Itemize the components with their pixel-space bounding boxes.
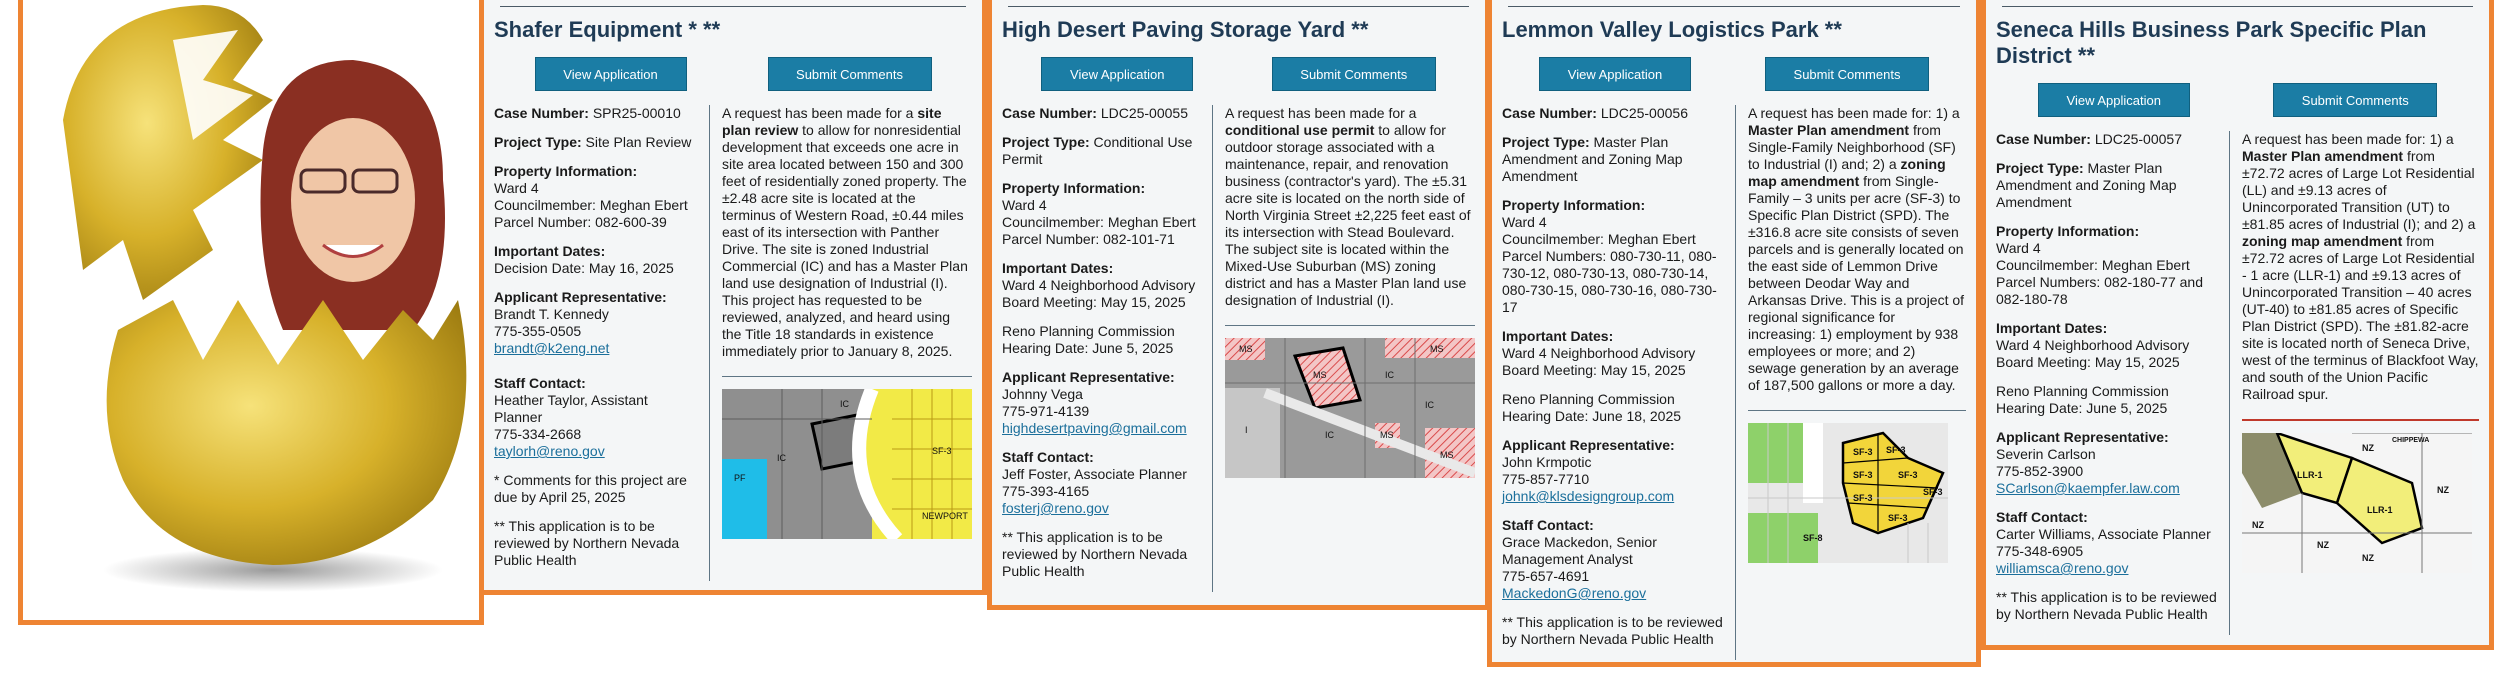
- divider: [1008, 6, 1469, 7]
- councilmember: Councilmember: Meghan Ebert: [1002, 214, 1196, 230]
- submit-comments-button[interactable]: Submit Comments: [1272, 57, 1436, 91]
- important-dates-label: Important Dates:: [494, 243, 606, 259]
- map-label: IC: [1385, 370, 1394, 380]
- decision-date: Decision Date: May 16, 2025: [494, 260, 674, 276]
- view-application-button[interactable]: View Application: [2038, 83, 2190, 117]
- submit-comments-button[interactable]: Submit Comments: [768, 57, 932, 91]
- councilmember: Councilmember: Meghan Ebert: [494, 197, 688, 213]
- applicant-name: Severin Carlson: [1996, 446, 2096, 462]
- hearing-date: Reno Planning Commission Hearing Date: June 5, 2025: [1996, 383, 2169, 416]
- staff-name: Carter Williams, Associate Planner: [1996, 526, 2211, 542]
- map-label: SF-3: [932, 446, 952, 456]
- divider: [1748, 410, 1966, 411]
- project-type-label: Project Type:: [1002, 134, 1090, 150]
- map-label: MS: [1239, 344, 1253, 354]
- important-dates-label: Important Dates:: [1996, 320, 2108, 336]
- applicant-email-link[interactable]: SCarlson@kaempfer.law.com: [1996, 480, 2180, 496]
- project-card-lemmon-valley: [1487, 0, 1981, 667]
- map-label: SF-3: [1853, 447, 1873, 457]
- project-type: Site Plan Review: [585, 134, 692, 150]
- project-type-label: Project Type:: [1502, 134, 1590, 150]
- desc-text: to allow for nonresidential development that exceeds one acre in site area located between 150 and 300 feet of residentially zoned property. The ±2.48 acre site is located at the terminus of Western Road, ±0.44 miles east of its intersection with Panther Drive. The site is zoned Industrial Commercial (IC) and has a Master Plan land use designation of Industrial (I). This project has requested to be reviewed, analyzed, and heard using the Title 18 standards in existence immediately prior to January 8, 2025.: [722, 122, 968, 359]
- hearing-date: Reno Planning Commission Hearing Date: June 18, 2025: [1502, 391, 1682, 424]
- health-review-note: ** This application is to be reviewed by Northern Nevada Public Health: [1502, 614, 1723, 647]
- project-description: [1225, 105, 1475, 309]
- map-label: LLR-1: [2297, 470, 2323, 480]
- ward: Ward 4: [1002, 197, 1047, 213]
- property-info-label: Property Information:: [1002, 180, 1146, 196]
- map-label: I: [1245, 425, 1248, 435]
- applicant-label: Applicant Representative:: [1502, 437, 1675, 453]
- desc-text: from Single-Family – 3 units per acre (SF-3) to Specific Plan District (SPD). The ±316.8 acre site consists of seven parcels and is generally located on the east side of Lemmon Drive between Deodar Way and Arkansas Drive. This is a project of regional significance for increasing: 1) employment by 938 employees or more; and 2) sewage generation by an average of 187,500 gallons or more a day.: [1748, 173, 1965, 393]
- divider: [1508, 6, 1960, 7]
- staff-name: Jeff Foster, Associate Planner: [1002, 466, 1187, 482]
- important-dates-label: Important Dates:: [1502, 328, 1614, 344]
- applicant-name: John Krmpotic: [1502, 454, 1592, 470]
- desc-bold: Master Plan amendment: [1748, 122, 1910, 138]
- case-number-label: Case Number:: [1002, 105, 1097, 121]
- staff-phone: 775-348-6905: [1996, 543, 2084, 559]
- view-application-button[interactable]: View Application: [535, 57, 687, 91]
- map-label: SF-3: [1886, 445, 1906, 455]
- map-label: MS: [1380, 430, 1394, 440]
- health-review-note: ** This application is to be reviewed by Northern Nevada Public Health: [1002, 529, 1188, 579]
- map-label: SF-3: [1888, 513, 1908, 523]
- ward: Ward 4: [1996, 240, 2041, 256]
- applicant-name: Brandt T. Kennedy: [494, 306, 609, 322]
- staff-phone: 775-393-4165: [1002, 483, 1090, 499]
- staff-email-link[interactable]: fosterj@reno.gov: [1002, 500, 1109, 516]
- map-label: PF: [734, 473, 746, 483]
- staff-contact-label: Staff Contact:: [1002, 449, 1094, 465]
- map-label: NZ: [2317, 540, 2329, 550]
- divider: [2002, 6, 2473, 7]
- property-info-label: Property Information:: [1502, 197, 1646, 213]
- staff-phone: 775-657-4691: [1502, 568, 1590, 584]
- desc-text: from ±72.72 acres of Large Lot Residential (LL) and ±9.13 acres of Unincorporated Transition (UT) to ±81.85 acres of Industrial (I); and 2) a: [2242, 148, 2476, 232]
- case-number-label: Case Number:: [1502, 105, 1597, 121]
- project-description: [1748, 105, 1966, 394]
- project-description: [2242, 131, 2479, 403]
- map-label: IC: [1325, 430, 1334, 440]
- map-label: LLR-1: [2367, 505, 2393, 515]
- map-label: NZ: [2437, 485, 2449, 495]
- map-label: NZ: [2252, 520, 2264, 530]
- desc-text: from ±72.72 acres of Large Lot Residential - 1 acre (LLR-1) and ±9.13 acres of Unincorporated Transition – 40 acres (UT-40) to ±81.85 acres of Specific Plan District (SPD). The ±81.82-acre site is located north of Seneca Drive, west of the terminus of Blackfoot Way, and south of the Union Pacific Railroad spur.: [2242, 233, 2479, 402]
- applicant-phone: 775-857-7710: [1502, 471, 1590, 487]
- project-title: Lemmon Valley Logistics Park **: [1502, 17, 1842, 42]
- case-number-label: Case Number:: [1996, 131, 2091, 147]
- project-details: [1996, 131, 2230, 635]
- desc-text: A request has been made for: 1) a: [1748, 105, 1960, 121]
- applicant-name: Johnny Vega: [1002, 386, 1083, 402]
- applicant-phone: 775-355-0505: [494, 323, 582, 339]
- divider: [722, 376, 972, 377]
- project-title: High Desert Paving Storage Yard **: [1002, 17, 1369, 42]
- zoning-map: [2242, 433, 2479, 573]
- staff-email-link[interactable]: taylorh@reno.gov: [494, 443, 605, 459]
- nab-meeting-date: Ward 4 Neighborhood Advisory Board Meeting: May 15, 2025: [1996, 337, 2190, 370]
- applicant-phone: 775-971-4139: [1002, 403, 1090, 419]
- map-label: MS: [1440, 450, 1454, 460]
- map-label: NZ: [2362, 443, 2374, 453]
- property-info-label: Property Information:: [494, 163, 638, 179]
- staff-contact-label: Staff Contact:: [1996, 509, 2088, 525]
- map-label: SF-3: [1853, 493, 1873, 503]
- parcel-number: Parcel Number: 082-101-71: [1002, 231, 1175, 247]
- desc-bold: Master Plan amendment: [2242, 148, 2404, 164]
- health-review-note: ** This application is to be reviewed by Northern Nevada Public Health: [494, 518, 680, 568]
- desc-text: to allow for outdoor storage associated with a maintenance, repair, and renovation business (contractor's yard). The ±5.31 acre site is located on the north side of North Virginia Street ±2,225 feet east of its intersection with Stead Boulevard. The subject site is located within the Mixed-Use Suburban (MS) zoning district and has a Master Plan land use designation of Industrial (I).: [1225, 122, 1471, 308]
- ward: Ward 4: [1502, 214, 1547, 230]
- project-type: Master Plan Amendment and Zoning Map Amendment: [1996, 160, 2177, 210]
- desc-text: A request has been made for a: [722, 105, 918, 121]
- view-application-button[interactable]: View Application: [1041, 57, 1193, 91]
- nab-meeting-date: Ward 4 Neighborhood Advisory Board Meeting: May 15, 2025: [1002, 277, 1196, 310]
- project-card-high-desert: [987, 0, 1490, 610]
- health-review-note: ** This application is to be reviewed by Northern Nevada Public Health: [1996, 589, 2217, 622]
- nab-meeting-date: Ward 4 Neighborhood Advisory Board Meeting: May 15, 2025: [1502, 345, 1696, 378]
- staff-contact-label: Staff Contact:: [1502, 517, 1594, 533]
- desc-text: from Single-Family Neighborhood (SF) to Industrial (I) and; 2) a: [1748, 122, 1956, 172]
- map-label: CHIPPEWA: [2392, 437, 2430, 444]
- map-label: MS: [1313, 370, 1327, 380]
- parcel-number: Parcel Number: 082-600-39: [494, 214, 667, 230]
- desc-bold: conditional use permit: [1225, 122, 1375, 138]
- broken-egg-with-person-icon: [23, 0, 484, 625]
- divider: [1225, 325, 1475, 326]
- map-label: IC: [777, 453, 786, 463]
- zoning-map: [722, 389, 972, 539]
- applicant-label: Applicant Representative:: [494, 289, 667, 305]
- map-label: IC: [840, 399, 849, 409]
- case-number: LDC25-00055: [1100, 105, 1188, 121]
- staff-email-link[interactable]: williamsca@reno.gov: [1996, 560, 2129, 576]
- applicant-label: Applicant Representative:: [1002, 369, 1175, 385]
- staff-name: Grace Mackedon, Senior Management Analyst: [1502, 534, 1657, 567]
- divider: [2242, 419, 2479, 421]
- comments-due-note: * Comments for this project are due by April 25, 2025: [494, 472, 687, 505]
- map-label: NEWPORT: [922, 511, 968, 521]
- staff-contact-label: Staff Contact:: [494, 375, 586, 391]
- desc-bold: site plan review: [722, 105, 942, 138]
- egg-illustration: [18, 0, 484, 625]
- project-details: [1502, 105, 1736, 660]
- project-card-shafer: [484, 0, 987, 595]
- applicant-email-link[interactable]: brandt@k2eng.net: [494, 340, 610, 356]
- staff-name: Heather Taylor, Assistant Planner: [494, 392, 648, 425]
- zoning-map: [1225, 338, 1475, 478]
- project-type: Conditional Use Permit: [1002, 134, 1193, 167]
- view-application-button[interactable]: View Application: [1539, 57, 1691, 91]
- project-type-label: Project Type:: [1996, 160, 2084, 176]
- case-number: LDC25-00056: [1600, 105, 1688, 121]
- hearing-date: Reno Planning Commission Hearing Date: June 5, 2025: [1002, 323, 1175, 356]
- ward: Ward 4: [494, 180, 539, 196]
- map-label: SF-8: [1803, 533, 1823, 543]
- desc-text: A request has been made for: 1) a: [2242, 131, 2454, 147]
- map-label: SF-3: [1923, 487, 1943, 497]
- staff-email-link[interactable]: MackedonG@reno.gov: [1502, 585, 1647, 601]
- map-label: IC: [1425, 400, 1434, 410]
- councilmember: Councilmember: Meghan Ebert: [1996, 257, 2190, 273]
- desc-bold: zoning map amendment: [1748, 156, 1946, 189]
- map-label: NZ: [2362, 553, 2374, 563]
- desc-text: A request has been made for a: [1225, 105, 1417, 121]
- applicant-label: Applicant Representative:: [1996, 429, 2169, 445]
- map-label: MS: [1430, 344, 1444, 354]
- important-dates-label: Important Dates:: [1002, 260, 1114, 276]
- project-type: Master Plan Amendment and Zoning Map Amendment: [1502, 134, 1683, 184]
- applicant-email-link[interactable]: johnk@klsdesigngroup.com: [1502, 488, 1675, 504]
- submit-comments-button[interactable]: Submit Comments: [1765, 57, 1929, 91]
- applicant-phone: 775-852-3900: [1996, 463, 2084, 479]
- divider: [500, 6, 966, 7]
- project-title: Shafer Equipment * **: [494, 17, 721, 42]
- submit-comments-button[interactable]: Submit Comments: [2273, 83, 2437, 117]
- case-number: LDC25-00057: [2094, 131, 2182, 147]
- parcel-numbers: Parcel Numbers: 080-730-11, 080-730-12, 080-730-13, 080-730-14, 080-730-15, 080-730-16, 080-730-17: [1502, 248, 1717, 315]
- parcel-numbers: Parcel Numbers: 082-180-77 and 082-180-78: [1996, 274, 2204, 307]
- project-description: [722, 105, 972, 360]
- councilmember: Councilmember: Meghan Ebert: [1502, 231, 1696, 247]
- map-label: SF-3: [1853, 470, 1873, 480]
- zoning-map: [1748, 423, 1966, 563]
- project-title: Seneca Hills Business Park Specific Plan District **: [1996, 17, 2427, 68]
- case-number: SPR25-00010: [592, 105, 681, 121]
- map-label: SF-3: [1898, 470, 1918, 480]
- project-card-seneca-hills: [1981, 0, 2494, 650]
- applicant-email-link[interactable]: highdesertpaving@gmail.com: [1002, 420, 1187, 436]
- project-details: [494, 105, 710, 581]
- project-type-label: Project Type:: [494, 134, 582, 150]
- project-details: [1002, 105, 1213, 592]
- case-number-label: Case Number:: [494, 105, 589, 121]
- property-info-label: Property Information:: [1996, 223, 2140, 239]
- staff-phone: 775-334-2668: [494, 426, 582, 442]
- desc-bold: zoning map amendment: [2242, 233, 2403, 249]
